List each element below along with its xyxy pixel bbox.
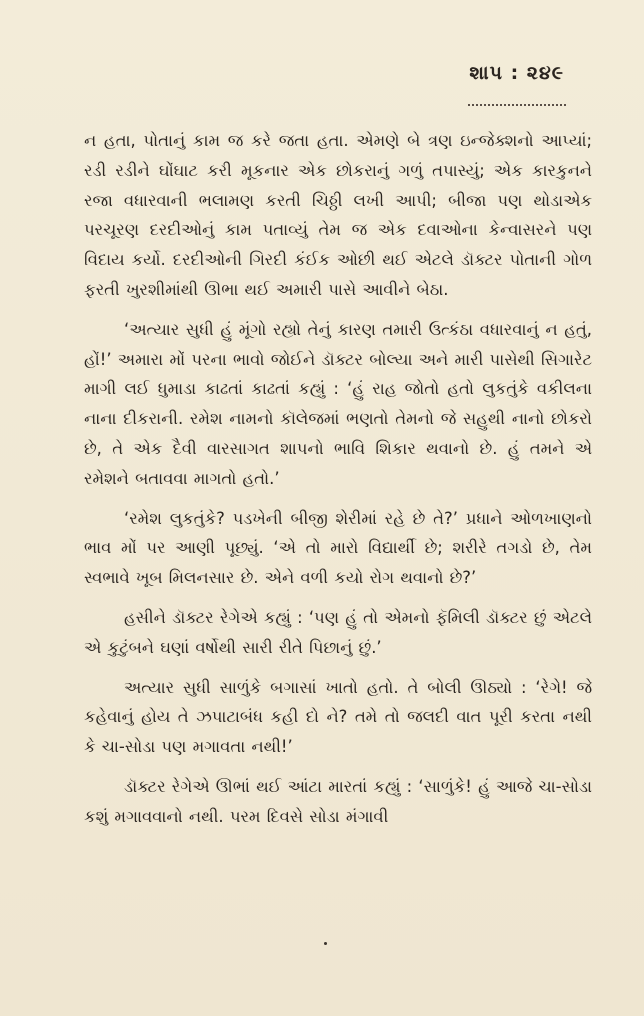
paragraph-6: ડૉક્ટર રેગેએ ઊભાં થઈ આંટા મારતાં કહ્યું : ‘સાળુંકે! હું આજે ચા-સોડા કશું મગાવવાનો નથી. પરમ દિવસે સોડા મંગાવી — [84, 776, 592, 826]
paragraph-3: ‘રમેશ લુકતુંકે? પડખેની બીજી શેરીમાં રહે છે તે?’ પ્રધાને ઓળખાણનો ભાવ મોં પર આણી પૂછ્યું. ‘એ તો મારો વિદ્યાર્થી છે; શરીરે તગડો છે, તેમ સ્વભાવે ખૂબ મિલનસાર છે. એને વળી કયો રોગ થવાનો છે?’ — [84, 508, 592, 588]
paragraph-4: હસીને ડૉક્ટર રેગેએ કહ્યું : ‘પણ હું તો એમનો ફૅમિલી ડૉક્ટર છું એટલે એ કુટુંબને ઘણાં વર્ષોથી સારી રીતે પિછાનું છું.’ — [84, 607, 592, 657]
running-head: શાપ : ૨૪૯ — [469, 62, 564, 84]
footer-dot — [324, 942, 327, 945]
paragraph-1: ન હતા, પોતાનું કામ જ કરે જતા હતા. એમણે બે ત્રણ ઇન્જેક્શનો આપ્યાં; રડી રડીને ઘોંઘાટ કરી મૂકનાર એક છોકરાનું ગળું તપાસ્યું; એક કારકુનને રજા વધારવાની ભલામણ કરતી ચિઠ્ઠી લખી આપી; બીજા પણ થોડાએક પરચૂરણ દરદીઓનું કામ પતાવ્યું તેમ જ એક દવાઓના કેન્વાસરને પણ વિદાય કર્યો. દરદીઓની ગિરદી કંઈક ઓછી થઈ એટલે ડૉક્ટર પોતાની ગોળ ફરતી ખુરશીમાંથી ઊભા થઈ અમારી પાસે આવીને બેઠા. — [84, 131, 592, 299]
body-text — [84, 126, 592, 832]
paragraph-2: ‘અત્યાર સુધી હું મૂંગો રહ્યો તેનું કારણ તમારી ઉત્કંઠા વધારવાનું ન હતું, હોં!’ અમારા મોં પરના ભાવો જોઈને ડૉક્ટર બોલ્યા અને મારી પાસેથી સિગારેટ માગી લઈ ધુમાડા કાઢતાં કાઢતાં કહ્યું : ‘હું રાહ જોતો હતો લુકતુંકે વકીલના નાના દીકરાની. રમેશ નામનો કૉલેજમાં ભણતો તેમનો જે સહુથી નાનો છોકરો છે, તે એક દૈવી વારસાગત શાપનો ભાવિ શિકાર થવાનો છે. હું તમને એ રમેશને બતાવવા માગતો હતો.’ — [84, 319, 592, 488]
paragraph-5: અત્યાર સુધી સાળુંકે બગાસાં ખાતો હતો. તે બોલી ઊઠ્યો : ‘રેગે! જે કહેવાનું હોય તે ઝપાટાબંધ કહી દો ને? તમે તો જલદી વાત પૂરી કરતા નથી કે ચા-સોડા પણ મગાવતા નથી!’ — [84, 677, 592, 757]
header-rule — [468, 98, 566, 106]
